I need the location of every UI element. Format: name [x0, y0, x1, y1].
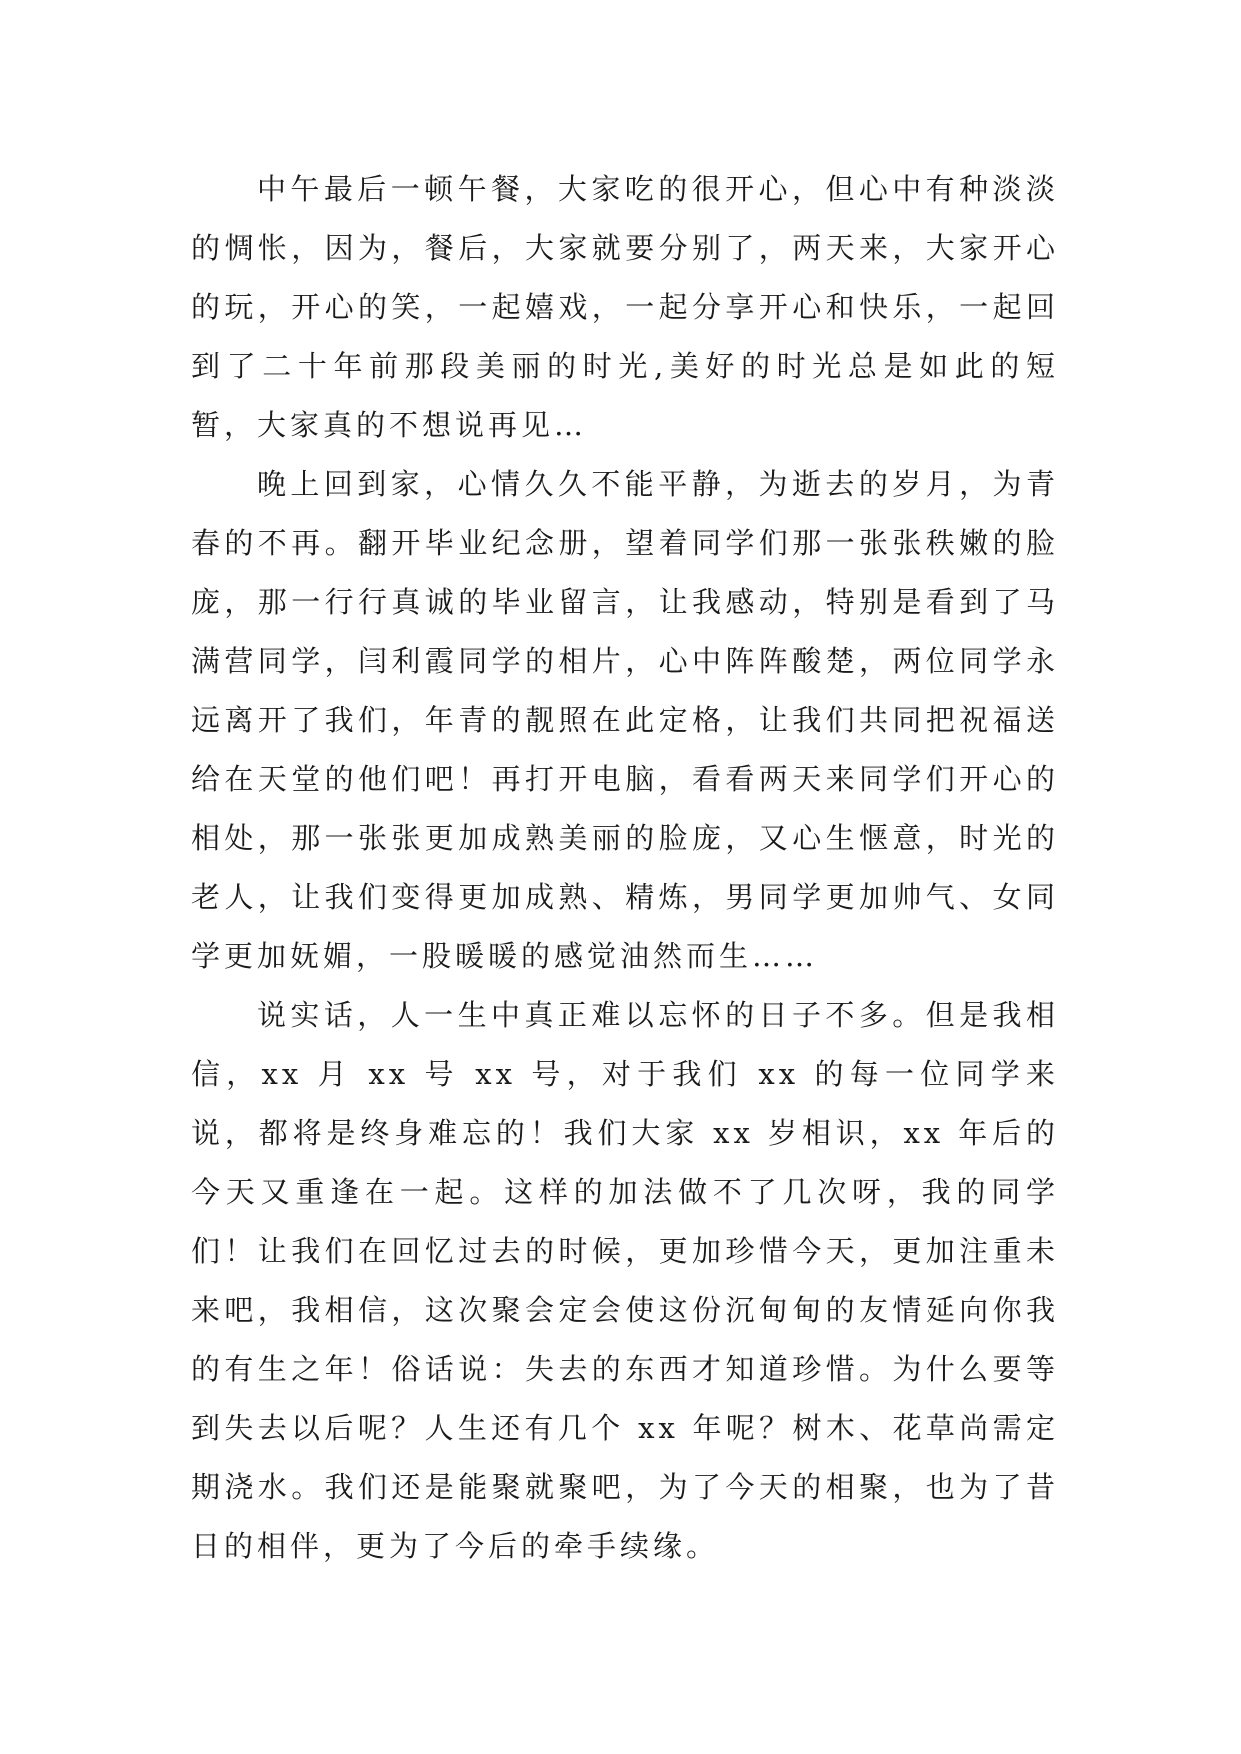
document-body [191, 160, 1059, 1576]
paragraph-3: 说实话，人一生中真正难以忘怀的日子不多。但是我相信，xx 月 xx 号 xx 号，对于我们 xx 的每一位同学来说，都将是终身难忘的！我们大家 xx 岁相识，xx 年后的今天又重逢在一起。这样的加法做不了几次呀，我的同学们！让我们在回忆过去的时候，更加珍惜今天，更加注重未来吧，我相信，这次聚会定会使这份沉甸甸的友情延向你我的有生之年！俗话说：失去的东西才知道珍惜。为什么要等到失去以后呢？人生还有几个 xx 年呢？树木、花草尚需定期浇水。我们还是能聚就聚吧，为了今天的相聚，也为了昔日的相伴，更为了今后的牵手续缘。 [191, 998, 1059, 1563]
paragraph-2: 晚上回到家，心情久久不能平静，为逝去的岁月，为青春的不再。翻开毕业纪念册，望着同学们那一张张秩嫩的脸庞，那一行行真诚的毕业留言，让我感动，特别是看到了马满营同学，闫利霞同学的相片，心中阵阵酸楚，两位同学永远离开了我们，年青的靓照在此定格，让我们共同把祝福送给在天堂的他们吧！再打开电脑，看看两天来同学们开心的相处，那一张张更加成熟美丽的脸庞，又心生惬意，时光的老人，让我们变得更加成熟、精炼，男同学更加帅气、女同学更加妩媚，一股暖暖的感觉油然而生…… [191, 467, 1059, 973]
paragraph-1: 中午最后一顿午餐，大家吃的很开心，但心中有种淡淡的惆怅，因为，餐后，大家就要分别了，两天来，大家开心的玩，开心的笑，一起嬉戏，一起分享开心和快乐，一起回到了二十年前那段美丽的时光,美好的时光总是如此的短暂，大家真的不想说再见… [191, 172, 1059, 442]
